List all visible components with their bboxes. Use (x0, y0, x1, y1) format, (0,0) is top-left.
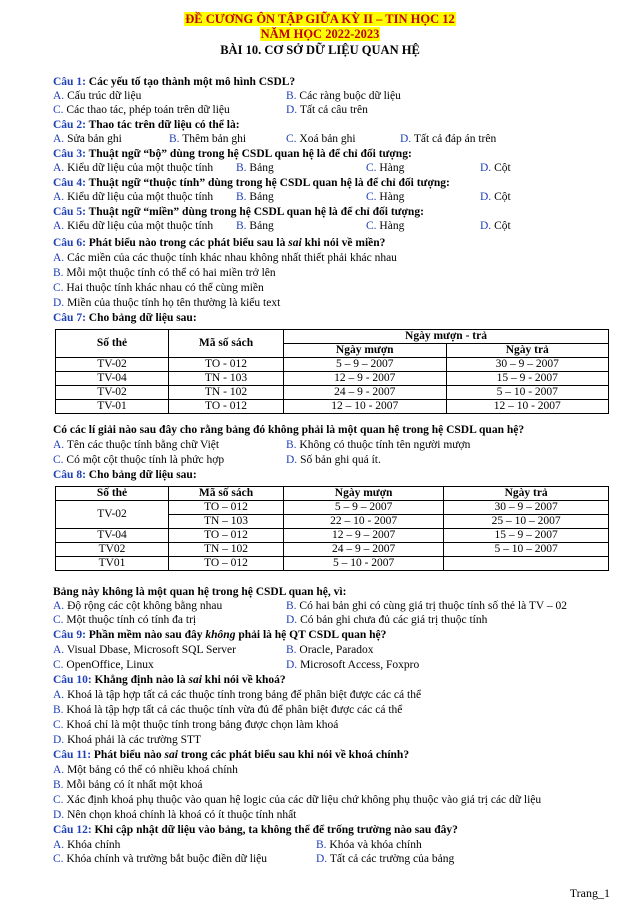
title-line-1: ĐỀ CƯƠNG ÔN TẬP GIỮA KỲ II – TIN HỌC 12 (185, 12, 455, 26)
q8-option-d: D. Có bản ghi chưa đủ các giá trị thuộc tính (286, 614, 488, 626)
q7-header-dates: Ngày mượn - trả (284, 330, 609, 344)
q4-option-d: D. Cột (480, 191, 511, 203)
q4-option-a: A. Kiểu dữ liệu của một thuộc tính (53, 191, 214, 203)
q7-table (55, 329, 609, 414)
question-4: Câu 4: Thuật ngữ “thuộc tính” dùng trong hệ CSDL quan hệ là để chỉ đối tượng: (53, 177, 450, 189)
table-row: TV-02 TO - 012 5 – 9 – 2007 30 – 9 – 2007 (56, 358, 609, 372)
q8-option-a: A. Độ rộng các cột không bằng nhau (53, 600, 223, 612)
question-8: Câu 8: Cho bảng dữ liệu sau: (53, 469, 197, 481)
lesson-title: BÀI 10. CƠ SỞ DỮ LIỆU QUAN HỆ (220, 43, 420, 57)
q7-header-book: Mã số sách (169, 330, 284, 358)
q3-option-b: B. Bảng (236, 162, 274, 174)
question-2: Câu 2: Thao tác trên dữ liệu có thể là: (53, 119, 240, 131)
q6-option-a: A. Các miền của các thuộc tính khác nhau không nhất thiết phải khác nhau (53, 252, 397, 264)
q1-option-a: A. Cấu trúc dữ liệu (53, 90, 142, 102)
q11-option-a: A. Một bảng có thể có nhiều khoá chính (53, 764, 238, 776)
question-7: Câu 7: Cho bảng dữ liệu sau: (53, 312, 197, 324)
q11-option-b: B. Mỗi bảng có ít nhất một khoá (53, 779, 203, 791)
q6-option-c: C. Hai thuộc tính khác nhau có thể cùng miền (53, 282, 264, 294)
q8-table: Số thẻ Mã số sách Ngày mượn Ngày trả TV-02 TO – 012 5 – 9 – 2007 30 – 9 – 2007 TN – 103 22 – 10 - 2007 25 – 10 – 2007 TV-04 TO – 012 12 – 9 – 2007 15 – 9 – 2007 TV02 TN – 102 24 – 9 – 2007 5 – 10 – 2007 TV01 TO – 012 5 – 10 - 2007 (55, 486, 609, 571)
q8-option-b: B. Có hai bản ghi có cùng giá trị thuộc tính số thẻ là TV – 02 (286, 600, 567, 612)
q9-option-c: C. OpenOffice, Linux (53, 659, 154, 671)
q8-question: Bảng này không là một quan hệ trong hệ CSDL quan hệ, vì: (53, 586, 347, 598)
q6-option-b: B. Mỗi một thuộc tính có thể có hai miền trở lên (53, 267, 276, 279)
page-number: Trang_1 (569, 886, 610, 900)
q4-option-b: B. Bảng (236, 191, 274, 203)
q9-option-a: A. Visual Dbase, Microsoft SQL Server (53, 644, 236, 656)
q9-option-d: D. Microsoft Access, Foxpro (286, 659, 420, 671)
table-row: TV-01 TO - 012 12 – 10 - 2007 12 – 10 - 2007 (56, 400, 609, 414)
q10-option-d: D. Khoá phải là các trường STT (53, 734, 202, 746)
q10-option-c: C. Khoá chỉ là một thuộc tính trong bảng được chọn làm khoá (53, 719, 339, 731)
q12-option-c: C. Khóa chính và trường bắt buộc điền dữ liệu (53, 853, 268, 865)
q2-option-b: B. Thêm bản ghi (169, 133, 247, 145)
q4-option-c: C. Hàng (366, 191, 405, 203)
q7-option-d: D. Số bản ghi quá ít. (286, 454, 381, 466)
q3-option-a: A. Kiểu dữ liệu của một thuộc tính (53, 162, 214, 174)
table-row: TV-02 TO – 012 5 – 9 – 2007 30 – 9 – 2007 (56, 501, 609, 515)
q10-option-a: A. Khoá là tập hợp tất cả các thuộc tính trong bảng để phân biệt được các cá thể (53, 689, 422, 701)
q2-option-a: A. Sửa bản ghi (53, 133, 122, 145)
question-11: Câu 11: Phát biểu nào sai trong các phát biểu sau khi nói về khoá chính? (53, 749, 410, 761)
q3-option-c: C. Hàng (366, 162, 405, 174)
q9-option-b: B. Oracle, Paradox (286, 644, 374, 656)
q6-option-d: D. Miền của thuộc tính họ tên thường là kiểu text (53, 297, 281, 309)
q7-header-return: Ngày trả (446, 344, 609, 358)
question-6: Câu 6: Phát biểu nào trong các phát biểu sau là sai khi nói về miền? (53, 237, 386, 249)
q7-option-a: A. Tên các thuộc tính bằng chữ Việt (53, 439, 220, 451)
q10-option-b: B. Khoá là tập hợp tất cả các thuộc tính vừa đủ để phân biệt được các cá thể (53, 704, 403, 716)
table-row: TV-04 TN - 103 12 – 9 - 2007 15 – 9 - 2007 (56, 372, 609, 386)
q5-option-d: D. Cột (480, 220, 511, 232)
q2-option-c: C. Xoá bản ghi (286, 133, 356, 145)
q11-option-d: D. Nên chọn khoá chính là khoá có ít thuộc tính nhất (53, 809, 297, 821)
table-row: TV01 TO – 012 5 – 10 - 2007 (56, 557, 609, 571)
q11-option-c: C. Xác định khoá phụ thuộc vào quan hệ logic của các dữ liệu chứ không phụ thuộc vào giá trị các dữ liệu (53, 794, 542, 806)
question-5: Câu 5: Thuật ngữ “miền” dùng trong hệ CSDL quan hệ là để chỉ đối tượng: (53, 206, 424, 218)
q1-option-d: D. Tất cả câu trên (286, 104, 368, 116)
question-1: Câu 1: Các yếu tố tạo thành một mô hình CSDL? (53, 76, 296, 88)
q7-header-borrow: Ngày mượn (284, 344, 447, 358)
q5-option-b: B. Bảng (236, 220, 274, 232)
question-10: Câu 10: Khẳng định nào là sai khi nói về khoá? (53, 674, 286, 686)
q12-option-d: D. Tất cả các trường của bảng (316, 853, 455, 865)
table-row: TV02 TN – 102 24 – 9 – 2007 5 – 10 – 2007 (56, 543, 609, 557)
q12-option-a: A. Khóa chính (53, 839, 121, 851)
q1-option-c: C. Các thao tác, phép toán trên dữ liệu (53, 104, 230, 116)
q2-option-d: D. Tất cả đáp án trên (400, 133, 497, 145)
q5-option-c: C. Hàng (366, 220, 405, 232)
q8-option-c: C. Một thuộc tính có tính đa trị (53, 614, 197, 626)
q7-option-b: B. Không có thuộc tính tên người mượn (286, 439, 471, 451)
table-row: TV-02 TN - 102 24 – 9 - 2007 5 – 10 - 2007 (56, 386, 609, 400)
q12-option-b: B. Khóa và khóa chính (316, 839, 422, 851)
q7-question: Có các lí giải nào sau đây cho rằng bảng đó không phải là một quan hệ trong hệ CSDL quan hệ? (53, 424, 525, 436)
q1-option-b: B. Các ràng buộc dữ liệu (286, 90, 401, 102)
table-row: TN – 103 22 – 10 - 2007 25 – 10 – 2007 (56, 515, 609, 529)
q3-option-d: D. Cột (480, 162, 511, 174)
q7-header-card: Số thẻ (56, 330, 169, 358)
q7-option-c: C. Có một cột thuộc tính là phức hợp (53, 454, 225, 466)
table-row: TV-04 TO – 012 12 – 9 – 2007 15 – 9 – 2007 (56, 529, 609, 543)
question-9: Câu 9: Phần mềm nào sau đây không phải là hệ QT CSDL quan hệ? (53, 629, 387, 641)
q5-option-a: A. Kiểu dữ liệu của một thuộc tính (53, 220, 214, 232)
question-12: Câu 12: Khi cập nhật dữ liệu vào bảng, ta không thể để trống trường nào sau đây? (53, 824, 458, 836)
title-line-2: NĂM HỌC 2022-2023 (260, 27, 380, 41)
question-3: Câu 3: Thuật ngữ “bộ” dùng trong hệ CSDL quan hệ là để chỉ đối tượng: (53, 148, 412, 160)
